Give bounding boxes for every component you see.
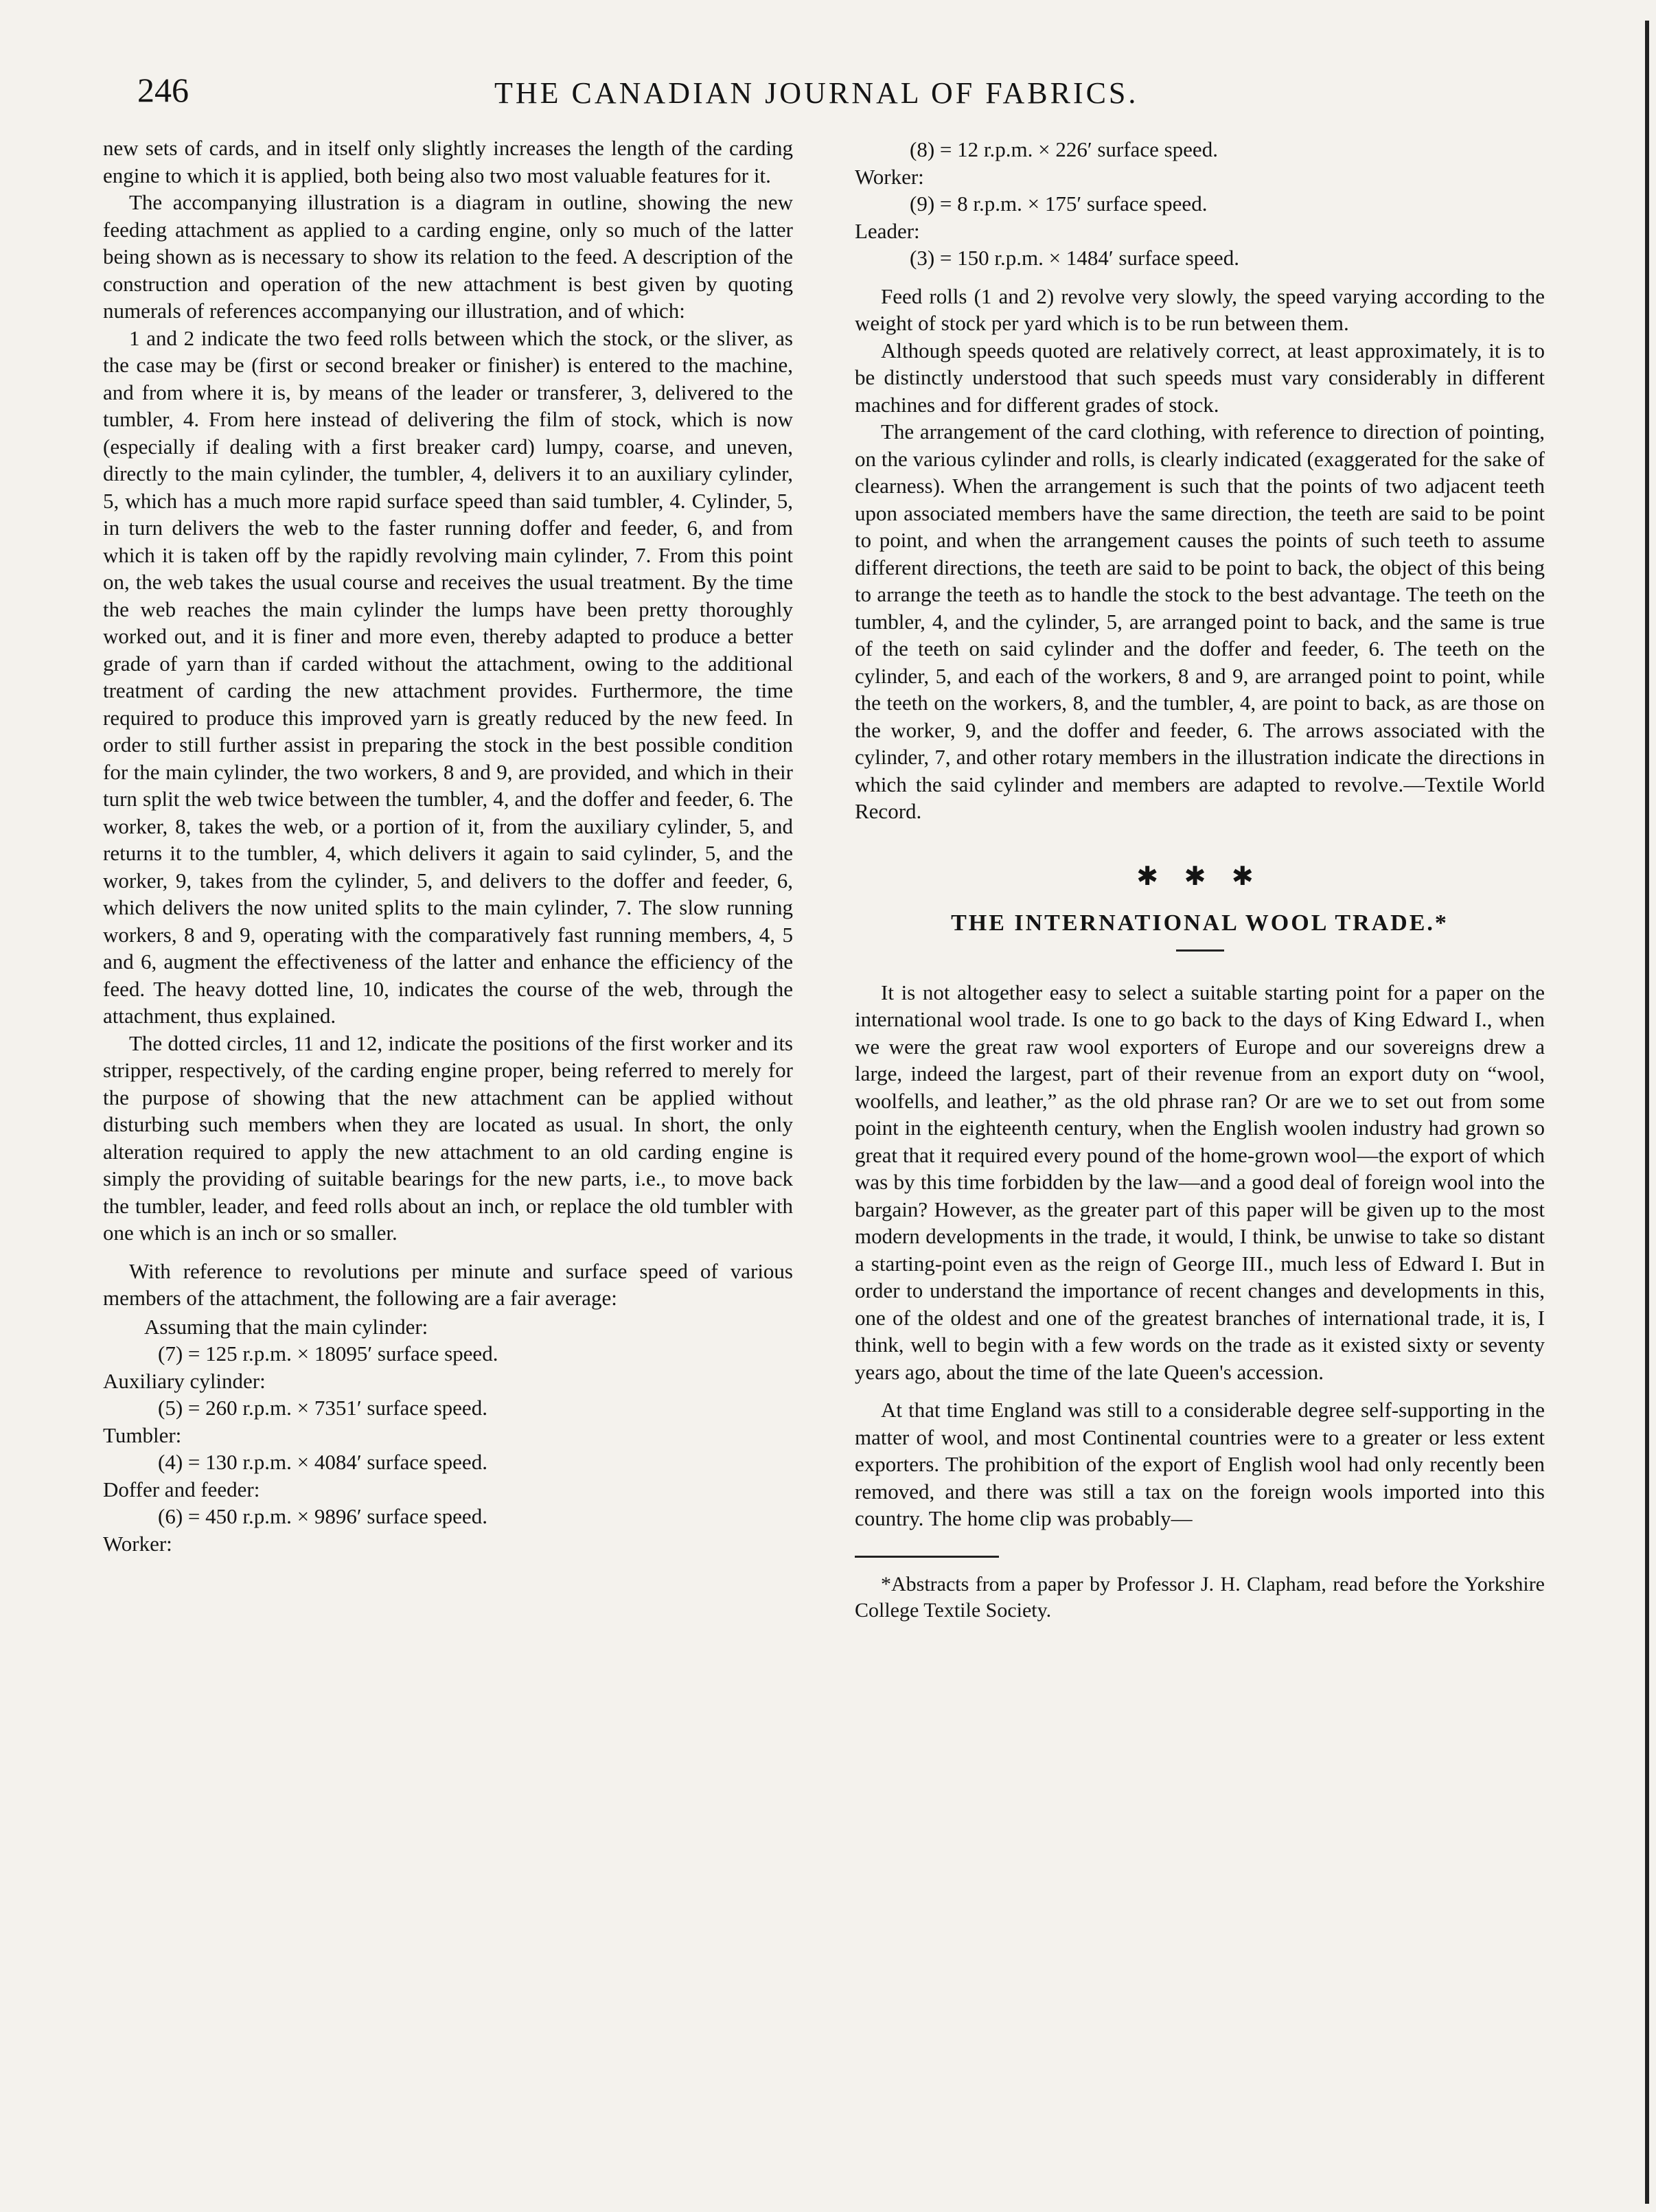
speed-line: (7) = 125 r.p.m. × 18095′ surface speed. (158, 1341, 498, 1366)
heading-rule (1176, 949, 1224, 952)
section-ornament: ✱ ✱ ✱ (1136, 862, 1263, 891)
section-heading: THE INTERNATIONAL WOOL TRADE.* (951, 910, 1449, 936)
journal-title: THE CANADIAN JOURNAL OF FABRICS. (494, 76, 1139, 110)
speed-list (855, 136, 1545, 272)
paragraph: Feed rolls (1 and 2) revolve very slowly, the speed varying according to the weight of stock per yard which is to be run between them. (855, 284, 1545, 335)
speed-line: (4) = 130 r.p.m. × 4084′ surface speed. (158, 1450, 487, 1474)
paragraph: The arrangement of the card clothing, with reference to direction of pointing, on the various cylinder and rolls, is clearly indicated (exaggerated for the sake of clearness). When the arrangement is such that the points of two adjacent teeth upon associated members have the same direction, the teeth are said to be point to point, and when the arrangement causes the points of such teeth to assume different directions, the teeth are said to be point to back, the object of this being to arrange the teeth as to handle the stock to the best advantage. The teeth on the tumbler, 4, and the cylinder, 5, are arranged point to back, and the same is true of the teeth on said cylinder and the doffer and feeder, 6. The teeth on the cylinder, 5, and each of the workers, 8 and 9, are arranged point to point, while the teeth on the workers, 8, and the tumbler, 4, are point to back, as are those on the worker, 9, and the doffer and feeder, 6. The arrows associated with the cylinder, 7, and other rotary members in the illustration indicate the directions in which the said cylinder and members are adapted to revolve.—Textile World Record. (855, 419, 1545, 823)
speed-label: Worker: (855, 164, 924, 189)
speed-line: (3) = 150 r.p.m. × 1484′ surface speed. (910, 246, 1239, 270)
right-column (855, 135, 1545, 1624)
page-number: 246 (137, 71, 189, 109)
paragraph: With reference to revolutions per minute and surface speed of various members of the attachment, the following are a fair average: (103, 1258, 793, 1310)
speed-line: (5) = 260 r.p.m. × 7351′ surface speed. (158, 1396, 487, 1420)
paragraph: new sets of cards, and in itself only slightly increases the length of the carding engine to which it is applied, both being also two most valuable features for it. (103, 136, 793, 187)
left-column (103, 135, 793, 1560)
speed-label: Worker: (103, 1531, 172, 1556)
speed-intro: Assuming that the main cylinder: (144, 1314, 428, 1339)
paragraph: 1 and 2 indicate the two feed rolls between which the stock, or the sliver, as the case may be (first or second breaker or finisher) is entered to the machine, and from where it is, by means of the leader or transferer, 3, delivered to the tumbler, 4. From here instead of delivering the film of stock, which is now (especially if dealing with a first breaker card) lumpy, coarse, and uneven, directly to the main cylinder, the tumbler, 4, delivers it to an auxiliary cylinder, 5, which has a much more rapid surface speed than said tumbler, 4. Cylinder, 5, in turn delivers the web to the faster running doffer and feeder, 6, and from which it is taken off by the rapidly revolving main cylinder, 7. From this point on, the web takes the usual course and receives the usual treatment. By the time the web reaches the main cylinder the lumps have been pretty thoroughly worked out, and it is finer and more even, thereby adapted to produce a better grade of yarn than if carded without the attachment, owing to the additional treatment of carding the new attachment provides. Furthermore, the time required to produce this improved yarn is greatly reduced by the new feed. In order to still further assist in preparing the stock in the best possible condition for the main cylinder, the two workers, 8 and 9, are provided, and which in their turn split the web twice between the tumbler, 4, and the doffer and feeder, 6. The worker, 8, takes the web, or a portion of it, from the auxiliary cylinder, 5, and returns it to the tumbler, 4, which delivers it again to said cylinder, 5, and the worker, 9, takes from the cylinder, 5, and delivers to the doffer and feeder, 6, which delivers the now united splits to the main cylinder, 7. The slow running workers, 8 and 9, operating with the comparatively fast running members, 4, 5 and 6, augment the effectiveness of the latter and enhance the efficiency of the feed. The heavy dotted line, 10, indicates the course of the web, through the attachment, thus explained. (103, 325, 793, 1028)
paragraph: Although speeds quoted are relatively correct, at least approximately, it is to be distinctly understood that such speeds must vary considerably in different machines and for different grades of stock. (855, 338, 1545, 417)
speed-label: Leader: (855, 218, 920, 243)
speed-label: Tumbler: (103, 1422, 182, 1447)
speed-line: (8) = 12 r.p.m. × 226′ surface speed. (910, 137, 1218, 161)
speed-label: Doffer and feeder: (103, 1477, 260, 1501)
paragraph: The accompanying illustration is a diagram in outline, showing the new feeding attachment as applied to a carding engine, only so much of the latter being shown as is necessary to show its relation to the feed. A description of the construction and operation of the new attachment is best given by quoting numerals of references accompanying our illustration, and of which: (103, 190, 793, 323)
page-edge-rule (1645, 21, 1649, 2204)
speed-list (103, 1313, 793, 1558)
speed-label: Auxiliary cylinder: (103, 1368, 266, 1393)
footnote: *Abstracts from a paper by Professor J. H. Clapham, read before the Yorkshire College Textile Society. (855, 1572, 1545, 1622)
speed-line: (6) = 450 r.p.m. × 9896′ surface speed. (158, 1504, 487, 1528)
paragraph: At that time England was still to a considerable degree self-supporting in the matter of wool, and most Continental countries were to a greater or less extent exporters. The prohibition of the export of English wool had only recently been removed, and there was still a tax on the foreign wools imported into this country. The home clip was probably— (855, 1398, 1545, 1530)
paragraph: The dotted circles, 11 and 12, indicate the positions of the first worker and its stripper, respectively, of the carding engine proper, being referred to merely for the purpose of showing that the new attachment can be applied without disturbing such members when they are located as usual. In short, the only alteration required to apply the new attachment to an old carding engine is simply the providing of suitable bearings for the new parts, i.e., to move back the tumbler, leader, and feed rolls about an inch, or replace the old tumbler with one which is an inch or so smaller. (103, 1030, 793, 1245)
footnote-rule (855, 1556, 999, 1558)
speed-line: (9) = 8 r.p.m. × 175′ surface speed. (910, 192, 1208, 216)
paragraph: It is not altogether easy to select a suitable starting point for a paper on the international wool trade. Is one to go back to the days of King Edward I., when we were the great raw wool exporters of Europe and our sovereigns drew a large, indeed the largest, part of their revenue from an export duty on “wool, woolfells, and leather,” as the old phrase ran? Or are we to set out from some point in the eighteenth century, when the English woolen industry had grown so great that it required every pound of the home-grown wool—the export of which was by this time forbidden by the law—and a good deal of foreign wool into the bargain? However, as the greater part of this paper will be given up to the most modern developments in the trade, it would, I think, be unwise to take so distant a starting-point even as the reign of George III., much less of Edward I. But in order to understand the importance of recent changes and developments in this, one of the oldest and one of the greatest branches of international trade, it is, I think, well to begin with a few words on the trade as it existed sixty or seventy years ago, about the time of the late Queen's accession. (855, 980, 1545, 1384)
